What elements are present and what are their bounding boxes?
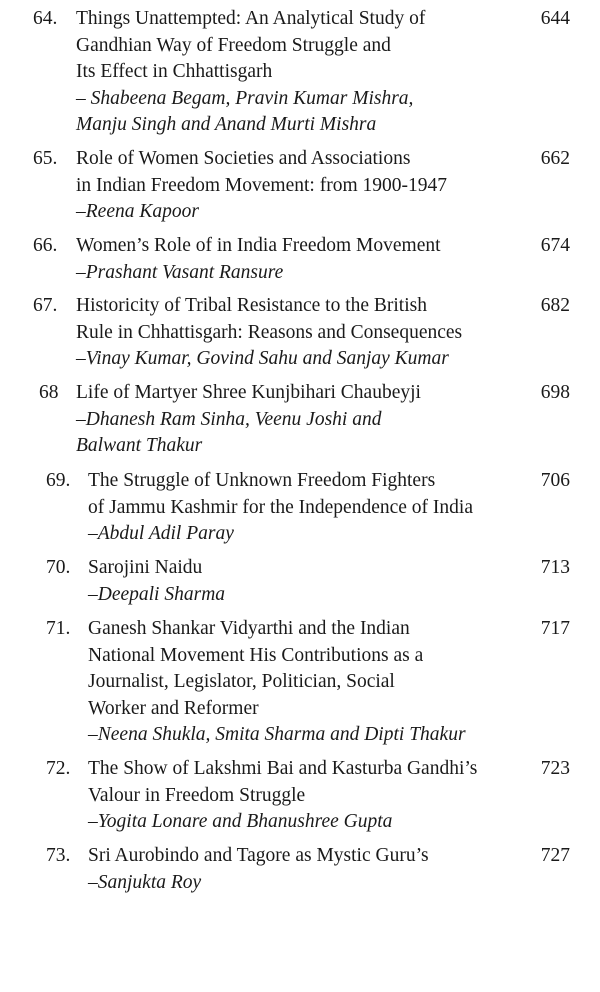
- entry-number: 64.: [33, 8, 58, 29]
- entry-title-line: Ganesh Shankar Vidyarthi and the Indian: [88, 618, 410, 639]
- entry-page-number: 706: [540, 470, 570, 491]
- entry-number: 73.: [46, 845, 71, 866]
- entry-number: 65.: [33, 148, 58, 169]
- entry-page-number: 662: [540, 148, 570, 169]
- entry-page-number: 713: [540, 557, 570, 578]
- entry-title-line: Historicity of Tribal Resistance to the British: [76, 295, 427, 316]
- entry-page-number: 682: [540, 295, 570, 316]
- entry-text: [76, 146, 540, 226]
- entry-author-line: –Sanjukta Roy: [88, 871, 202, 893]
- entry-author-line: –Abdul Adil Paray: [88, 523, 234, 544]
- entry-number: 69.: [46, 470, 71, 491]
- entry-text: [88, 616, 540, 749]
- entry-author-line: –Deepali Sharma: [88, 583, 226, 605]
- entry-title-line: Role of Women Societies and Associations: [76, 148, 411, 169]
- entry-text: [76, 380, 540, 460]
- entry-author-line: Balwant Thakur: [76, 435, 203, 456]
- entry-title-line: Rule in Chhattisgarh: Reasons and Consequences: [76, 321, 463, 343]
- entry-number: 70.: [46, 557, 71, 578]
- entry-text: [88, 756, 540, 836]
- entry-text: [76, 293, 540, 373]
- entry-text: [88, 468, 540, 548]
- entry-author-line: –Neena Shukla, Smita Sharma and Dipti Thakur: [88, 724, 466, 745]
- entry-title-line: Worker and Reformer: [88, 697, 259, 719]
- entry-number: 72.: [46, 758, 71, 779]
- entry-author-line: –Dhanesh Ram Sinha, Veenu Joshi and: [76, 408, 382, 430]
- entry-page-number: 644: [540, 8, 570, 29]
- entry-title-line: Things Unattempted: An Analytical Study of: [76, 8, 426, 29]
- entry-author-line: –Vinay Kumar, Govind Sahu and Sanjay Kumar: [76, 348, 449, 369]
- entry-author-line: –Reena Kapoor: [76, 201, 199, 222]
- entry-page-number: 727: [540, 845, 570, 866]
- entry-author-line: –Yogita Lonare and Bhanushree Gupta: [88, 811, 393, 832]
- entry-title-line: of Jammu Kashmir for the Independence of India: [88, 496, 473, 518]
- entry-title-line: Sarojini Naidu: [88, 557, 203, 578]
- entry-number: 66.: [33, 235, 58, 256]
- entry-page-number: 698: [540, 382, 570, 403]
- entry-author-line: Manju Singh and Anand Murti Mishra: [76, 114, 377, 135]
- entry-title-line: Valour in Freedom Struggle: [88, 784, 306, 806]
- entry-title-line: National Movement His Contributions as a: [88, 644, 424, 666]
- entry-title-line: Journalist, Legislator, Politician, Social: [88, 671, 395, 692]
- entry-title-line: Women’s Role of in India Freedom Movement: [76, 235, 441, 256]
- entry-title-line: Gandhian Way of Freedom Struggle and: [76, 34, 391, 56]
- entry-page-number: 674: [540, 235, 570, 256]
- entry-text: [88, 555, 540, 608]
- entry-number: 67.: [33, 295, 58, 316]
- entry-author-line: – Shabeena Begam, Pravin Kumar Mishra,: [76, 87, 414, 109]
- entry-title-line: The Struggle of Unknown Freedom Fighters: [88, 470, 436, 491]
- entry-author-line: –Prashant Vasant Ransure: [76, 261, 284, 283]
- entry-number: 71.: [46, 618, 71, 639]
- entry-title-line: The Show of Lakshmi Bai and Kasturba Gandhi’s: [88, 758, 478, 779]
- entry-text: [76, 6, 540, 139]
- entry-page-number: 723: [540, 758, 570, 779]
- entry-title-line: Sri Aurobindo and Tagore as Mystic Guru’s: [88, 845, 429, 866]
- entry-title-line: Its Effect in Chhattisgarh: [76, 61, 273, 82]
- entry-text: [88, 843, 540, 896]
- entry-page-number: 717: [540, 618, 570, 639]
- entry-title-line: Life of Martyer Shree Kunjbihari Chaubeyji: [76, 382, 421, 403]
- entry-text: [76, 233, 540, 286]
- entry-title-line: in Indian Freedom Movement: from 1900-1947: [76, 174, 447, 196]
- entry-number: 68: [39, 382, 59, 403]
